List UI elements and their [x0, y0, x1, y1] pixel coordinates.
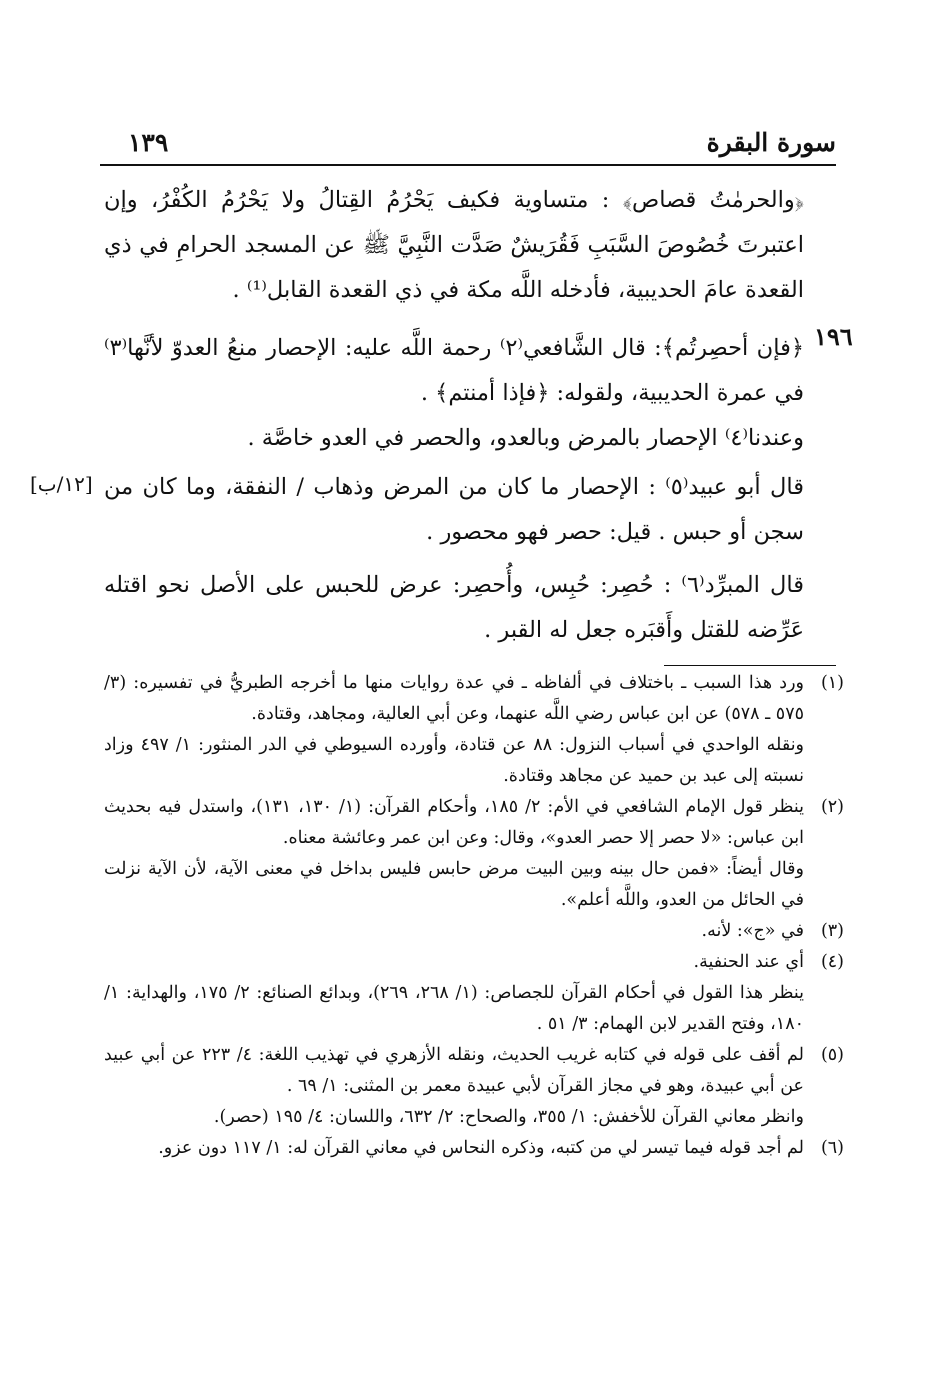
footnote-number: (٥)	[820, 1045, 844, 1065]
paragraph: ﴿والحرمٰتُ قصاص﴾ : متساوية فكيف يَحْرُمُ القِتالُ ولا يَحْرُمُ الكُفْرُ، وإن اعتبرتَ خُصُوصَ السَّبَبِ فَقُرَيشٌ صَدَّت النَّبِيَّ ﷺ عن المسجد الحرامِ في ذي القعدة عامَ الحديبية، فأدخله اللَّه مكة في ذي القعدة القابل⁽¹⁾ .	[104, 187, 804, 303]
footnote-number: (٤)	[820, 952, 844, 972]
footnote-text: ونقله الواحدي في أسباب النزول: ٨٨ عن قتادة، وأورده السيوطي في الدر المنثور: ١/ ٤٩٧ وزاد نسبته إلى عبد بن حميد عن مجاهد وقتادة.	[104, 735, 805, 786]
footnote	[104, 1040, 844, 1133]
footnote-text: ينظر قول الإمام الشافعي في الأم: ٢/ ١٨٥، وأحكام القرآن: (١/ ١٣٠، ١٣١)، واستدل فيه بحديث ابن عباس: «لا حصر إلا حصر العدو»، وقال: وعن ابن عمر وعائشة معناه.	[104, 797, 804, 848]
footnote	[104, 792, 844, 916]
manuscript-folio-ref: [١٢/ب]	[30, 472, 93, 496]
chapter-title: سورة البقرة	[706, 128, 836, 157]
paragraph: وعندنا⁽٤⁾ الإحصار بالمرض وبالعدو، والحصر في العدو خاصَّة .	[247, 425, 804, 451]
footnote-text: أي عند الحنفية.	[693, 952, 804, 972]
footnote-text: ورد هذا السبب ـ باختلاف في ألفاظه ـ في عدة روايات منها ما أخرجه الطبريُّ في تفسيره: (٣/ ٥٧٥ ـ ٥٧٨) عن ابن عباس رضي اللَّه عنهما، وعن أبي العالية، ومجاهد، وقتادة.	[104, 673, 804, 724]
footnote-number: (٣)	[820, 921, 844, 941]
paragraph: قال أبو عبيد⁽٥⁾ : الإحصار ما كان من المرض وذهاب / النفقة، وما كان من سجن أو حبس . قيل: حصر فهو محصور .	[104, 474, 804, 545]
page-header	[100, 128, 836, 162]
footnote-text: وقال أيضاً: «فمن حال بينه وبين البيت مرض حابس فليس بداخل في معنى الآية، لأن الآية نزلت في الحائل من العدو، واللَّه أعلم».	[104, 859, 804, 910]
footnote-text: لم أجد قوله فيما تيسر لي من كتبه، وذكره النحاس في معاني القرآن له: ١/ ١١٧ دون عزو.	[158, 1138, 804, 1158]
header-divider	[100, 164, 836, 166]
footnotes	[104, 668, 844, 1164]
footnote	[104, 947, 844, 1040]
footnote-text: وانظر معاني القرآن للأخفش: ١/ ٣٥٥، والصحاح: ٢/ ٦٣٢، واللسان: ٤/ ١٩٥ (حصر).	[213, 1107, 804, 1127]
footnote	[104, 1133, 844, 1164]
footnote-text: في «ج»: لأنه.	[701, 921, 804, 941]
footnote-text: لم أقف على قوله في كتابه غريب الحديث، ونقله الأزهري في تهذيب اللغة: ٤/ ٢٢٣ عن أبي عبيد عن أبي عبيدة، وهو في مجاز القرآن لأبي عبيدة معمر بن المثنى: ١/ ٦٩ .	[104, 1045, 805, 1096]
paragraph: قال المبرِّد⁽٦⁾ : حُصِر: حُبِس، وأُحصِر: عرض للحبس على الأصل نحو اقتله عَرِّضه للقتل وأَقبَره جعل له القبر .	[104, 572, 805, 643]
footnote-number: (١)	[820, 673, 844, 693]
footnote-number: (٦)	[820, 1138, 844, 1158]
verse-number: ١٩٦	[814, 322, 853, 351]
footnote-divider	[664, 665, 836, 666]
page-number: ١٣٩	[128, 128, 169, 157]
footnote-text: ينظر هذا القول في أحكام القرآن للجصاص: (١/ ٢٦٨، ٢٦٩)، وبدائع الصنائع: ٢/ ١٧٥، والهداية: ١/ ١٨٠، وفتح القدير لابن الهمام: ٣/ ٥١ .	[104, 983, 805, 1034]
footnote-number: (٢)	[820, 797, 844, 817]
footnote	[104, 668, 844, 792]
paragraph: ﴿فإن أحصِرتُم﴾: قال الشَّافعي⁽٢⁾ رحمة اللَّه عليه: الإحصار منعُ العدوّ لأنَّها⁽٣⁾ في عمرة الحديبية، ولقوله: ﴿فإذا أمنتم﴾ .	[104, 335, 805, 406]
footnote	[104, 916, 844, 947]
